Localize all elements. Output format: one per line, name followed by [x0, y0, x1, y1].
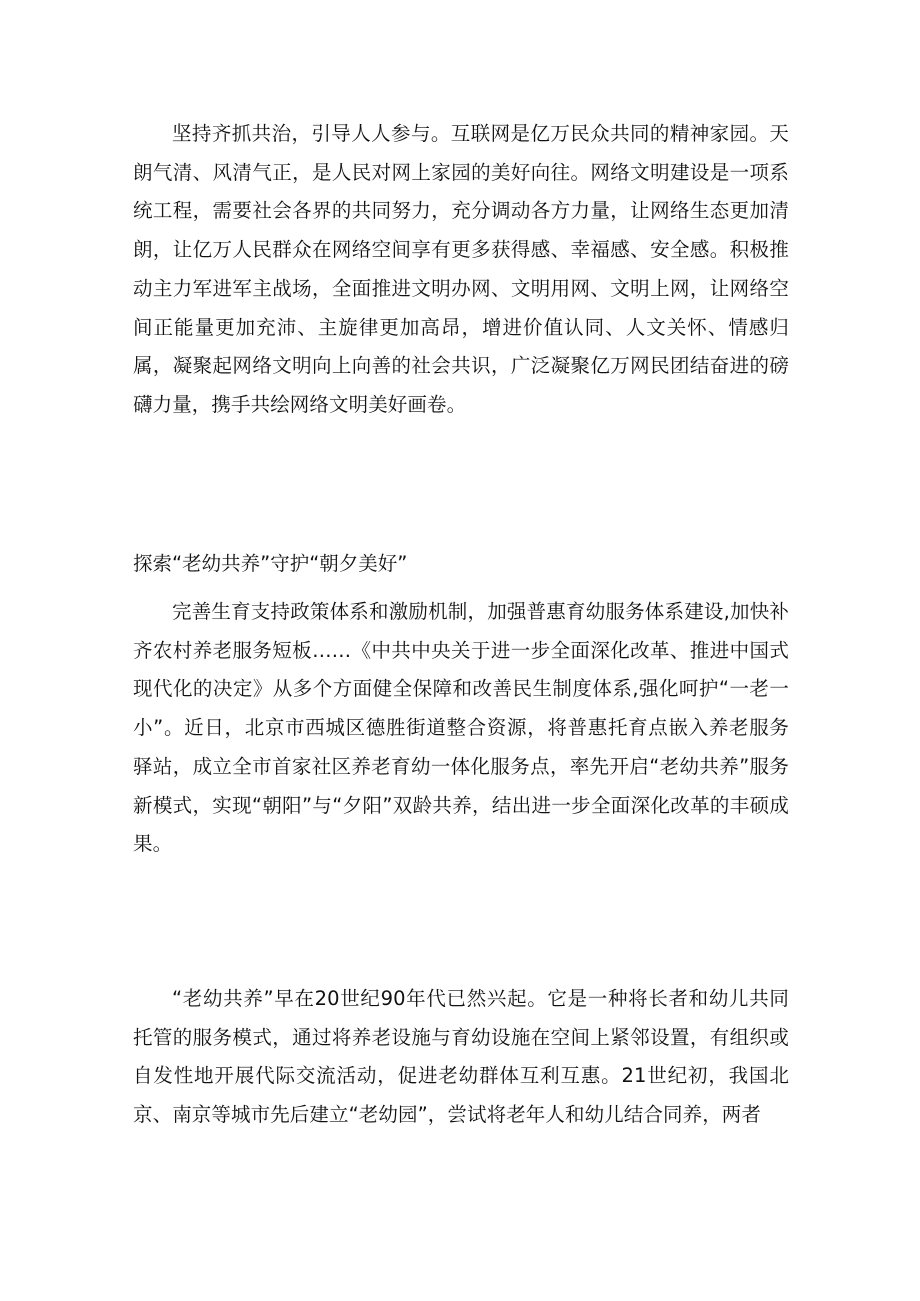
section-heading: 探索“老幼共养”守护“朝夕美好” — [133, 552, 408, 575]
paragraph-elderly-child-care: 完善生育支持政策体系和激励机制，加强普惠育幼服务体系建设,加快补齐农村养老服务短板……《中共中央关于进一步全面深化改革、推进中国式现代化的决定》从多个方面健全保障和改善民生制度体系,强化呵护“一老一小”。近日，北京市西城区德胜街道整合资源，将普惠托育点嵌入养老服务驿站，成立全市首家社区养老育幼一体化服务点，率先开启“老幼共养”服务新模式，实现“朝阳”与“夕阳”双龄共养，结出进一步全面深化改革的丰硕成果。 — [133, 600, 789, 856]
paragraph-elderly-child-history: “老幼共养”早在20世纪90年代已然兴起。它是一种将长者和幼儿共同托管的服务模式，通过将养老设施与育幼设施在空间上紧邻设置，有组织或自发性地开展代际交流活动，促进老幼群体互利互惠。21世纪初，我国北京、南京等城市先后建立“老幼园”，尝试将老年人和幼儿结合同养，两者 — [133, 987, 789, 1127]
paragraph-network-civilization: 坚持齐抓共治，引导人人参与。互联网是亿万民众共同的精神家园。天朗气清、风清气正，是人民对网上家园的美好向往。网络文明建设是一项系统工程，需要社会各界的共同努力，充分调动各方力量，让网络生态更加清朗，让亿万人民群众在网络空间享有更多获得感、幸福感、安全感。积极推动主力军进军主战场，全面推进文明办网、文明用网、文明上网，让网络空间正能量更加充沛、主旋律更加高昂，增进价值认同、人文关怀、情感归属，凝聚起网络文明向上向善的社会共识，广泛凝聚亿万网民团结奋进的磅礴力量，携手共绘网络文明美好画卷。 — [133, 122, 789, 416]
